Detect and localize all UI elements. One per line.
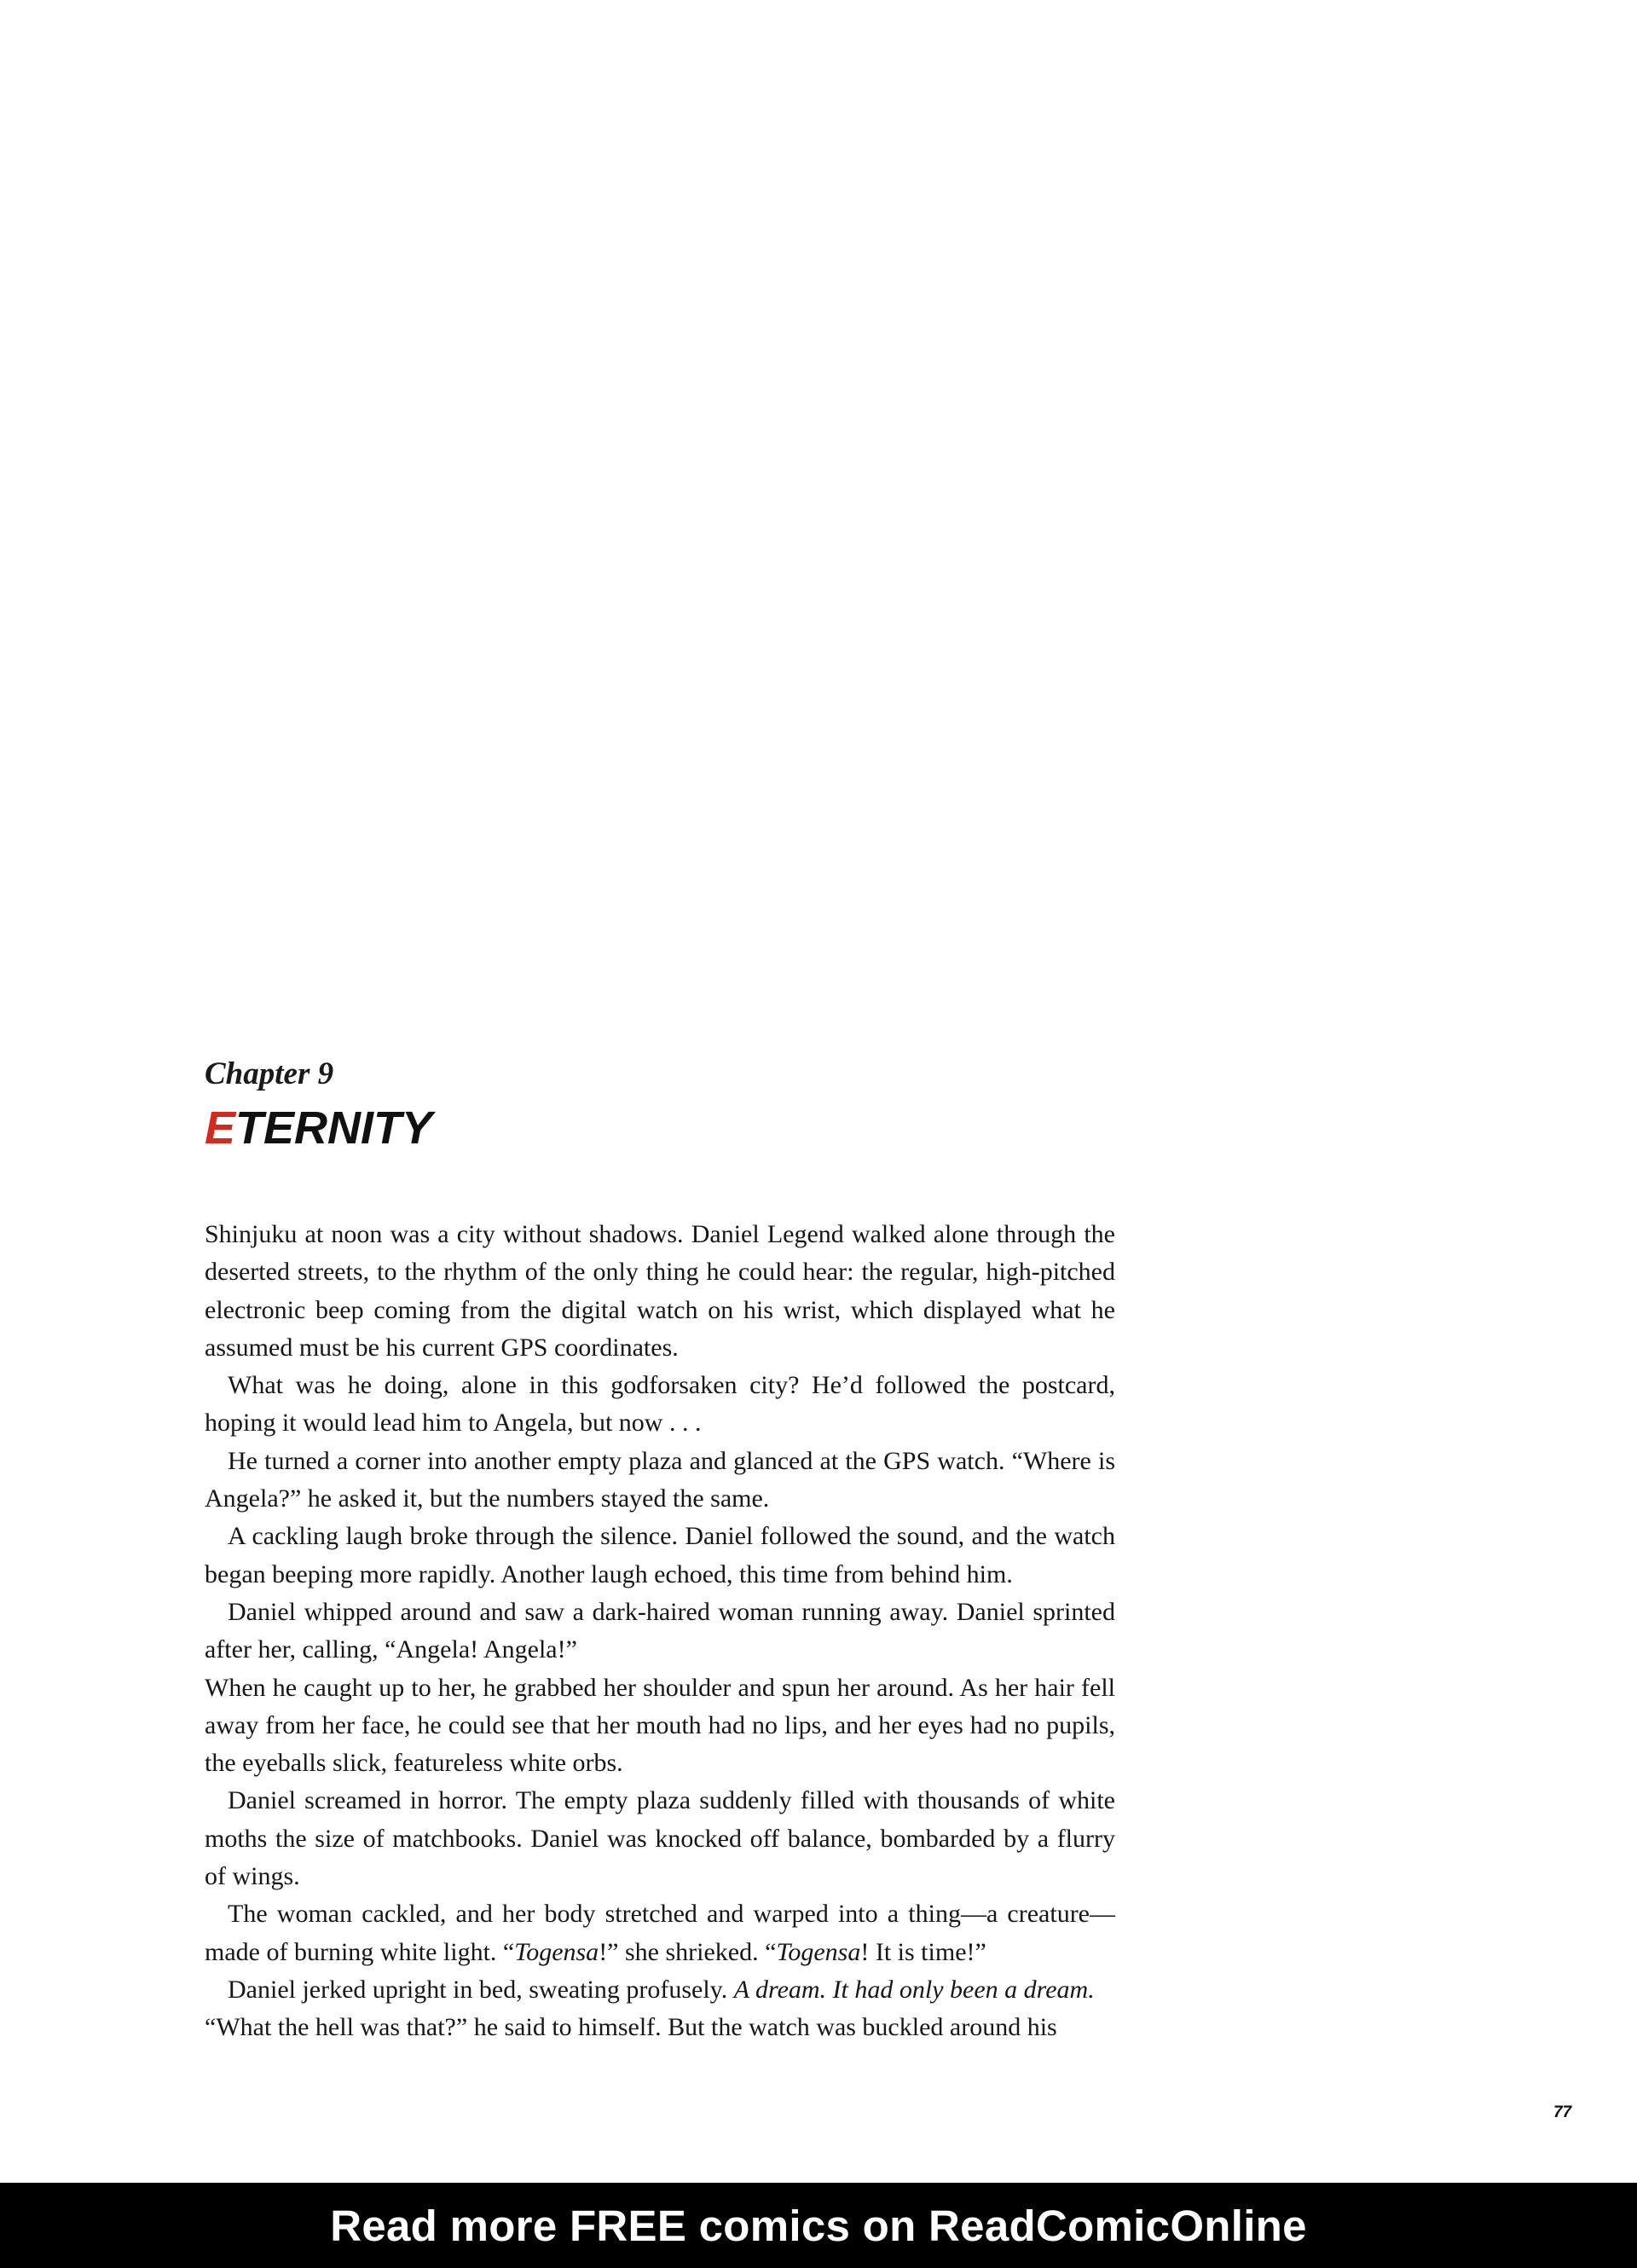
paragraph-9-text: Daniel jerked upright in bed, sweating profusely. — [228, 1975, 734, 2004]
chapter-title-rest: TERNITY — [235, 1102, 433, 1154]
paragraph-3: He turned a corner into another empty plaza and glanced at the GPS watch. “Where is Angela?” he asked it, but the numbers stayed the same. — [205, 1446, 1115, 1513]
paragraph-8-text-c: ! It is time!” — [860, 1937, 986, 1966]
page-number: 77 — [1553, 2103, 1572, 2121]
paragraph-6: When he caught up to her, he grabbed her shoulder and spun her around. As her hair fell away from her face, he could see that her mouth had no lips, and her eyes had no pupils, the eyeballs slick, featureless white orbs. — [205, 1673, 1115, 1778]
paragraph-4: A cackling laugh broke through the silence. Daniel followed the sound, and the watch began beeping more rapidly. Another laugh echoed, this time from behind him. — [205, 1522, 1115, 1588]
promo-banner[interactable] — [0, 2183, 1637, 2268]
paragraph-8-emphasis-1: Togensa — [514, 1937, 599, 1966]
paragraph-8-text-b: !” she shrieked. “ — [599, 1937, 777, 1966]
chapter-body — [205, 1216, 1115, 2047]
paragraph-7: Daniel screamed in horror. The empty plaza suddenly filled with thousands of white moths the size of matchbooks. Daniel was knocked off balance, bombarded by a flurry of wings. — [205, 1786, 1115, 1891]
paragraph-8-emphasis-2: Togensa — [776, 1937, 861, 1966]
chapter-title — [205, 1098, 432, 1158]
paragraph-10: “What the hell was that?” he said to himself. But the watch was buckled around his — [205, 2013, 1057, 2042]
promo-banner-link[interactable]: Read more FREE comics on ReadComicOnline — [330, 2201, 1307, 2250]
paragraph-1: Shinjuku at noon was a city without shadows. Daniel Legend walked alone through the deserted streets, to the rhythm of the only thing he could hear: the regular, high-pitched electronic beep coming from the digital watch on his wrist, which displayed what he assumed must be his current GPS coordinates. — [205, 1220, 1115, 1362]
paragraph-2: What was he doing, alone in this godforsaken city? He’d followed the postcard, hoping it would lead him to Angela, but now . . . — [205, 1371, 1115, 1438]
paragraph-9-emphasis: A dream. It had only been a dream. — [733, 1975, 1095, 2004]
chapter-title-initial: E — [205, 1102, 236, 1154]
paragraph-5: Daniel whipped around and saw a dark-haired woman running away. Daniel sprinted after her, calling, “Angela! Angela!” — [205, 1597, 1115, 1664]
paragraph-9 — [205, 1971, 1115, 2009]
paragraph-8 — [205, 1895, 1115, 1971]
paragraph-8-text-a: The woman cackled, and her body stretched and warped into a thing—a creature—made of burning white light. “ — [205, 1900, 1115, 1966]
chapter-label: Chapter 9 — [205, 1056, 334, 1091]
